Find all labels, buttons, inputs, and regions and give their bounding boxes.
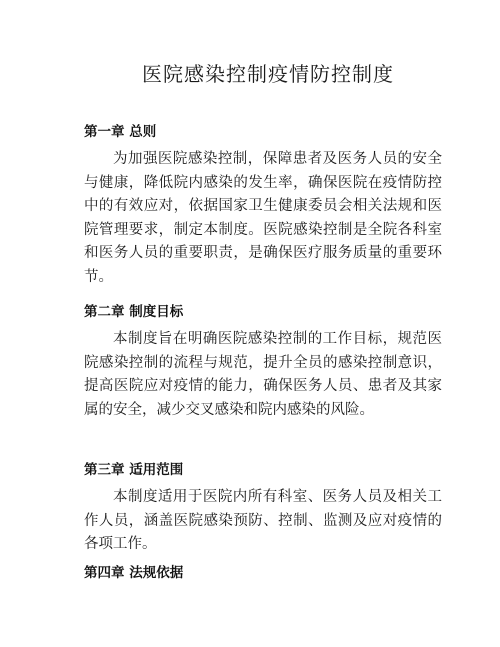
chapter-1-heading: 第一章 总则 [84, 124, 157, 140]
chapter-3-heading: 第三章 适用范围 [84, 462, 184, 478]
chapter-4-heading: 第四章 法规依据 [84, 565, 184, 581]
chapter-3 [84, 460, 442, 557]
chapter-4 [84, 563, 442, 583]
chapter-2-body: 本制度旨在明确医院感染控制的工作目标，规范医院感染控制的流程与规范，提升全员的感染控制意识，提高医院应对疫情的能力，确保医务人员、患者及其家属的安全，减少交叉感染和院内感染的风险。 [84, 331, 442, 418]
chapter-2 [84, 302, 442, 422]
chapter-1 [84, 122, 442, 289]
chapter-1-body: 为加强医院感染控制，保障患者及医务人员的安全与健康，降低院内感染的发生率，确保医院在疫情防控中的有效应对，依据国家卫生健康委员会相关法规和医院管理要求，制定本制度。医院感染控制是全院各科室和医务人员的重要职责，是确保医疗服务质量的重要环节。 [84, 151, 442, 285]
document-title: 医院感染控制疫情防控制度 [142, 62, 394, 86]
chapter-2-heading: 第二章 制度目标 [84, 304, 184, 320]
chapter-3-body: 本制度适用于医院内所有科室、医务人员及相关工作人员，涵盖医院感染预防、控制、监测及应对疫情的各项工作。 [84, 489, 442, 552]
